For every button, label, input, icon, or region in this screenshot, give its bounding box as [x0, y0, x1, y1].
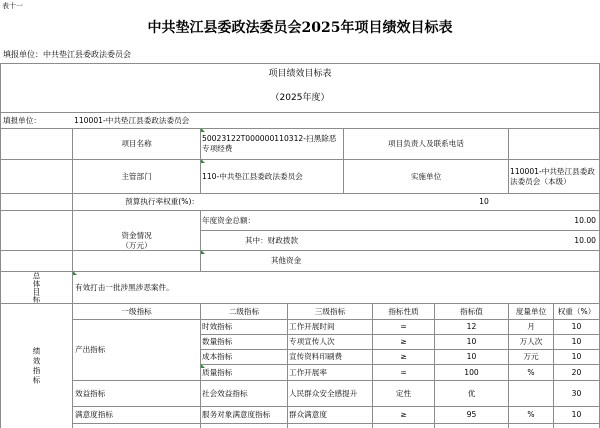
project-owner-value — [510, 129, 598, 159]
table-row-unit: 万人次 — [519, 337, 543, 346]
fund-total-value: 10.00 — [574, 215, 596, 225]
fund-other-value — [400, 251, 596, 271]
overall-goal-value: 有效打击一批涉黑涉恶案件。 — [75, 282, 174, 292]
table-row-value: 优 — [467, 388, 476, 398]
year-label: （2025年度） — [270, 93, 330, 103]
dept-value: 110-中共垫江县委政法委员会 — [202, 171, 303, 181]
table-row-nature: ≥ — [400, 337, 407, 346]
table-row-weight: 10 — [571, 322, 582, 331]
org-line: 填报单位：中共垫江县委政法委员会 — [3, 50, 131, 59]
header-level3: 三级指标 — [314, 306, 346, 316]
table-row-l2: 数量指标 — [202, 337, 233, 346]
table-row-nature: ≥ — [400, 352, 407, 361]
table-row-unit: % — [527, 410, 535, 419]
reporting-unit-label: 填报单位： — [3, 115, 41, 125]
table-row-unit — [509, 381, 553, 406]
table-row-nature: = — [400, 367, 407, 377]
sheet-corner-label: 表十一 — [2, 2, 23, 10]
table-row-l3: 工作开展率 — [289, 367, 327, 377]
header-level2: 二级指标 — [228, 306, 260, 316]
table-row-weight: 30 — [571, 388, 582, 398]
impl-value: 110001-中共垫江县委政法委员会（本级） — [510, 166, 595, 186]
project-owner-label: 项目负责人及联系电话 — [388, 139, 464, 148]
fund-other-label: 其他资金 — [270, 256, 302, 265]
budget-weight-label: 预算执行率权重(%)： — [125, 197, 199, 206]
table-row-nature: 定性 — [395, 388, 412, 398]
header-nature: 指标性质 — [388, 306, 419, 316]
table-row-weight: 10 — [571, 410, 582, 419]
table-title: 项目绩效目标表 — [268, 69, 332, 79]
fund-total-label: 年度资金总额： — [202, 215, 256, 225]
fund-fiscal-value: 10.00 — [574, 235, 596, 245]
satisfaction-group-label: 满意度指标 — [75, 410, 113, 419]
benefit-group-label: 效益指标 — [75, 388, 106, 398]
table-row-value: 95 — [466, 410, 477, 419]
table-row-unit: 万元 — [523, 352, 539, 361]
table-row-l2: 时效指标 — [202, 322, 233, 331]
project-name-value: 50023122T000000110312-扫黑除恶专项经费 — [202, 134, 337, 153]
table-row-l2: 成本指标 — [202, 352, 233, 361]
table-row-value: 10 — [466, 337, 477, 346]
table-row-nature: = — [400, 322, 407, 331]
table-row-value: 100 — [464, 367, 479, 377]
table-row-value: 12 — [466, 322, 477, 331]
reporting-unit-value: 110001-中共垫江县委政法委员会 — [74, 115, 190, 125]
table-row-l2: 服务对象满意度指标 — [202, 410, 271, 419]
table-row-l2: 质量指标 — [202, 367, 233, 377]
overall-goal-label: 总体目标 — [32, 272, 41, 303]
header-unit: 度量单位 — [515, 306, 547, 316]
budget-weight-value: 10 — [479, 197, 489, 206]
table-row-weight: 10 — [571, 337, 582, 346]
fund-label: 资金情况 （万元） — [121, 231, 152, 250]
project-name-label: 项目名称 — [121, 139, 152, 148]
performance-table — [0, 63, 600, 428]
table-row-value: 10 — [466, 352, 477, 361]
table-row-nature: ≥ — [400, 410, 407, 419]
header-weight: 权重（%） — [557, 306, 596, 316]
header-level1: 一级指标 — [121, 306, 152, 316]
dept-label: 主管部门 — [121, 171, 152, 181]
table-row-l3: 人民群众安全感提升 — [289, 388, 358, 398]
table-row-weight: 20 — [571, 367, 582, 377]
output-group-label: 产出指标 — [75, 345, 106, 354]
table-row-l3: 群众满意度 — [289, 410, 327, 419]
table-row-unit: 月 — [527, 322, 535, 331]
table-row-l3: 专项宣传人次 — [289, 337, 335, 346]
perf-indicators-label: 绩效指标 — [32, 346, 41, 386]
page-title: 中共垫江县委政法委员会2025年项目绩效目标表 — [147, 20, 453, 36]
table-row-l3: 宣传资料印刷费 — [289, 352, 343, 361]
header-value: 指标值 — [460, 306, 483, 316]
table-row-l3: 工作开展时间 — [289, 322, 335, 331]
table-row-unit: % — [527, 367, 535, 377]
fund-fiscal-label: 其中：财政拨款 — [244, 235, 299, 245]
table-row-weight: 10 — [571, 352, 582, 361]
impl-label: 实施单位 — [410, 171, 442, 181]
table-row-l2: 社会效益指标 — [202, 388, 248, 398]
